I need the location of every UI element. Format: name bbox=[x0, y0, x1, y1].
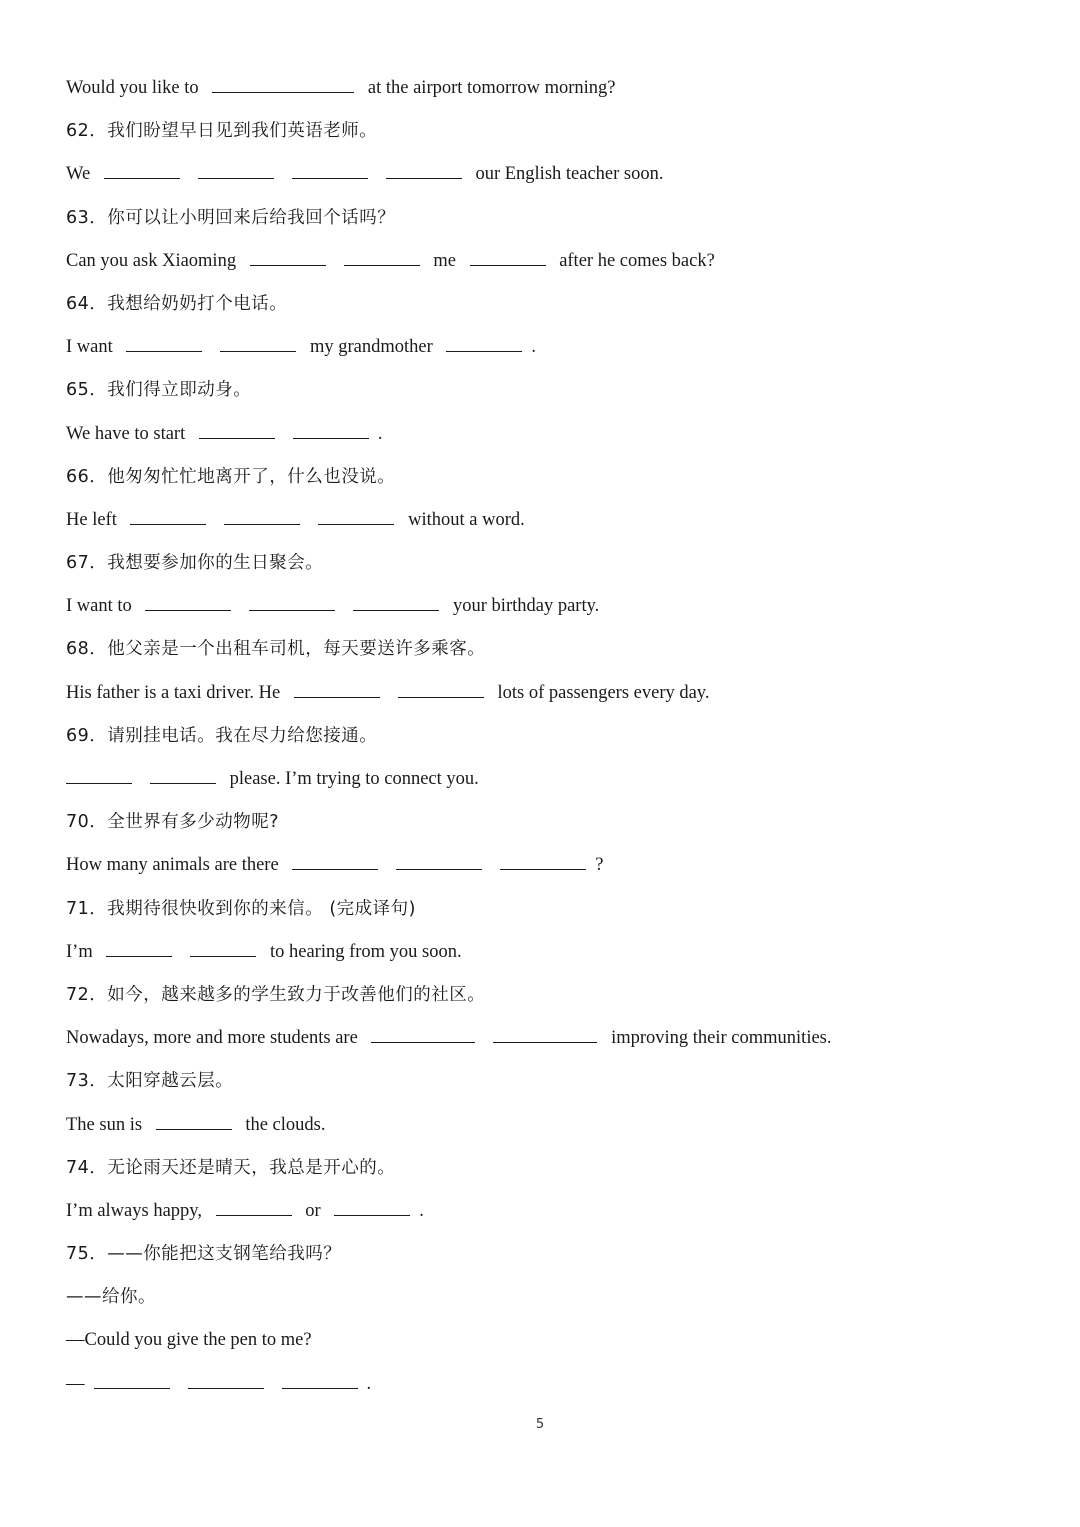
sentence-text: Would you like to bbox=[66, 78, 204, 98]
question-text: ——给你。 bbox=[66, 1287, 156, 1308]
answer-blank bbox=[398, 679, 484, 698]
answer-blank bbox=[145, 592, 231, 611]
sentence-line bbox=[66, 592, 1026, 635]
sentence-line bbox=[66, 1111, 1026, 1154]
answer-blank bbox=[188, 1370, 264, 1389]
sentence-text: ? bbox=[595, 855, 604, 876]
answer-blank bbox=[224, 506, 300, 525]
question-prompt bbox=[66, 549, 1026, 592]
question-prompt bbox=[66, 117, 1026, 160]
sentence-line bbox=[66, 679, 1026, 722]
answer-blank bbox=[249, 592, 335, 611]
sentence-text: —Could you give the pen to me? bbox=[66, 1330, 312, 1351]
question-text: 68．他父亲是一个出租车司机，每天要送许多乘客。 bbox=[66, 639, 486, 660]
sentence-text: lots of passengers every day. bbox=[492, 682, 710, 703]
page-number: 5 bbox=[535, 1417, 545, 1432]
sentence-text: We have to start bbox=[66, 423, 190, 444]
sentence-line bbox=[66, 420, 1026, 463]
answer-blank bbox=[344, 247, 420, 266]
worksheet bbox=[66, 74, 1026, 1413]
answer-blank bbox=[126, 333, 202, 352]
answer-blank bbox=[104, 160, 180, 179]
answer-blank bbox=[212, 74, 354, 93]
question-prompt bbox=[66, 463, 1026, 506]
sentence-text: our English teacher soon. bbox=[470, 164, 664, 185]
sentence-text: my grandmother bbox=[305, 337, 438, 358]
question-prompt bbox=[66, 376, 1026, 419]
sentence-text: He left bbox=[66, 509, 122, 530]
question-text: 64．我想给奶奶打个电话。 bbox=[66, 293, 288, 314]
question-text: 72．如今，越来越多的学生致力于改善他们的社区。 bbox=[66, 984, 486, 1005]
question-prompt bbox=[66, 1283, 1026, 1326]
answer-blank bbox=[292, 851, 378, 870]
answer-blank bbox=[493, 1024, 597, 1043]
sentence-line bbox=[66, 333, 1026, 376]
sentence-text: How many animals are there bbox=[66, 855, 284, 876]
answer-blank bbox=[198, 160, 274, 179]
question-text: 69．请别挂电话。我在尽力给您接通。 bbox=[66, 725, 378, 746]
sentence-text: Nowadays, more and more students are bbox=[66, 1028, 363, 1049]
answer-blank bbox=[353, 592, 439, 611]
answer-blank bbox=[500, 851, 586, 870]
sentence-text: I want bbox=[66, 337, 118, 358]
sentence-text: His father is a taxi driver. He bbox=[66, 682, 285, 703]
sentence-line bbox=[66, 1326, 1026, 1369]
sentence-line bbox=[66, 1370, 1026, 1413]
sentence-text: . bbox=[366, 1373, 372, 1394]
answer-blank bbox=[282, 1370, 358, 1389]
sentence-line bbox=[66, 938, 1026, 981]
sentence-text: . bbox=[419, 1200, 424, 1221]
sentence-text: to hearing from you soon. bbox=[265, 941, 462, 962]
sentence-text: I’m always happy, bbox=[66, 1200, 207, 1221]
sentence-text: at the airport tomorrow morning? bbox=[363, 78, 616, 98]
answer-blank bbox=[216, 1197, 292, 1216]
question-text: 75．——你能把这支钢笔给我吗？ bbox=[66, 1244, 342, 1265]
sentence-text: the clouds. bbox=[240, 1114, 326, 1135]
answer-blank bbox=[199, 420, 275, 439]
answer-blank bbox=[156, 1111, 232, 1130]
answer-blank bbox=[371, 1024, 475, 1043]
sentence-text: me bbox=[428, 250, 461, 271]
question-text: 67．我想要参加你的生日聚会。 bbox=[66, 553, 324, 574]
question-text: 63．你可以让小明回来后给我回个话吗？ bbox=[66, 207, 396, 228]
answer-blank bbox=[292, 160, 368, 179]
sentence-text: after he comes back? bbox=[554, 250, 715, 271]
sentence-line bbox=[66, 506, 1026, 549]
answer-blank bbox=[294, 679, 380, 698]
question-prompt bbox=[66, 981, 1026, 1024]
answer-blank bbox=[220, 333, 296, 352]
question-prompt bbox=[66, 895, 1026, 938]
answer-blank bbox=[190, 938, 256, 957]
answer-blank bbox=[386, 160, 462, 179]
answer-blank bbox=[293, 420, 369, 439]
sentence-line bbox=[66, 765, 1026, 808]
sentence-line bbox=[66, 160, 1026, 203]
sentence-text: I want to bbox=[66, 596, 137, 617]
answer-blank bbox=[470, 247, 546, 266]
sentence-line bbox=[66, 1024, 1026, 1067]
answer-blank bbox=[106, 938, 172, 957]
question-prompt bbox=[66, 204, 1026, 247]
sentence-text: — bbox=[66, 1373, 85, 1394]
sentence-text: please. I’m trying to connect you. bbox=[225, 769, 479, 789]
answer-blank bbox=[318, 506, 394, 525]
sentence-text: . bbox=[377, 423, 383, 444]
answer-blank bbox=[396, 851, 482, 870]
question-text: 65．我们得立即动身。 bbox=[66, 380, 252, 401]
question-text: 66．他匆匆忙忙地离开了，什么也没说。 bbox=[66, 466, 396, 487]
question-text: 73．太阳穿越云层。 bbox=[66, 1071, 234, 1092]
question-text: 62．我们盼望早日见到我们英语老师。 bbox=[66, 121, 378, 142]
sentence-text: without a word. bbox=[403, 509, 525, 530]
question-text: 71．我期待很快收到你的来信。 (完成译句) bbox=[66, 898, 416, 919]
sentence-text: your birthday party. bbox=[448, 596, 600, 617]
sentence-text: improving their communities. bbox=[606, 1028, 832, 1049]
question-text: 70．全世界有多少动物呢? bbox=[66, 812, 280, 833]
sentence-text: I’m bbox=[66, 941, 98, 962]
answer-blank bbox=[334, 1197, 410, 1216]
question-prompt bbox=[66, 1154, 1026, 1197]
sentence-line bbox=[66, 247, 1026, 290]
answer-blank bbox=[446, 333, 522, 352]
question-prompt bbox=[66, 1067, 1026, 1110]
sentence-text: or bbox=[300, 1200, 326, 1221]
sentence-line bbox=[66, 1197, 1026, 1240]
answer-blank bbox=[130, 506, 206, 525]
sentence-text: We bbox=[66, 164, 95, 185]
question-text: 74．无论雨天还是晴天，我总是开心的。 bbox=[66, 1157, 396, 1178]
sentence-text: The sun is bbox=[66, 1114, 147, 1135]
answer-blank bbox=[250, 247, 326, 266]
sentence-text: Can you ask Xiaoming bbox=[66, 250, 241, 271]
answer-blank bbox=[150, 765, 216, 784]
question-prompt bbox=[66, 290, 1026, 333]
question-prompt bbox=[66, 808, 1026, 851]
answer-blank bbox=[94, 1370, 170, 1389]
sentence-text: . bbox=[531, 337, 537, 358]
question-prompt bbox=[66, 635, 1026, 678]
sentence-line bbox=[66, 74, 1026, 117]
sentence-line bbox=[66, 851, 1026, 894]
question-prompt bbox=[66, 1240, 1026, 1283]
question-prompt bbox=[66, 722, 1026, 765]
answer-blank bbox=[66, 765, 132, 784]
